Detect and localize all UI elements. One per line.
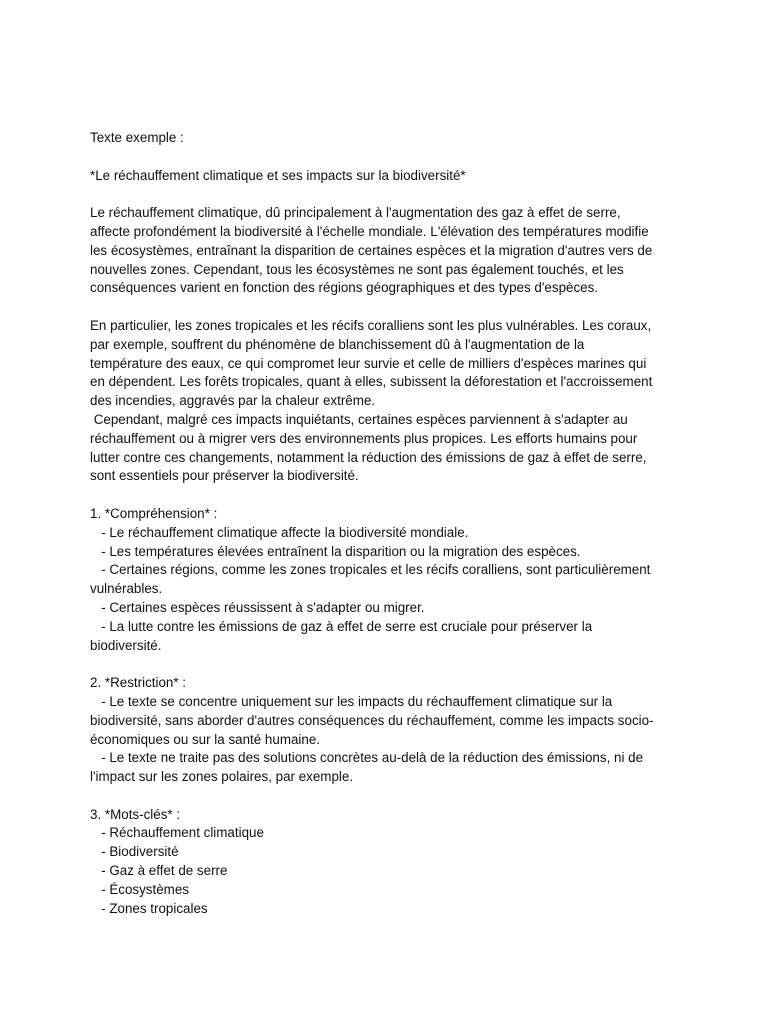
- paragraph-line: Cependant, malgré ces impacts inquiétants, certaines espèces parviennent à s'adapter au: [90, 411, 628, 427]
- keyword-item: - Gaz à effet de serre: [90, 863, 228, 879]
- paragraph-1: [90, 204, 680, 298]
- paragraph-line: conséquences varient en fonction des régions géographiques et des types d'espèces.: [90, 280, 599, 296]
- document-heading: Texte exemple :: [90, 130, 184, 145]
- paragraph-line: Le réchauffement climatique, dû principalement à l'augmentation des gaz à effet de serre,: [90, 205, 621, 221]
- paragraph-line: nouvelles zones. Cependant, tous les écosystèmes ne sont pas également touchés, et les: [90, 261, 624, 277]
- section-heading: 3. *Mots-clés* :: [90, 806, 181, 822]
- paragraph-line: par exemple, souffrent du phénomène de blanchissement dû à l'augmentation de la: [90, 336, 585, 352]
- section-keywords: [90, 806, 680, 919]
- paragraph-line: en dépendent. Les forêts tropicales, quant à elles, subissent la déforestation et l'accroissement: [90, 374, 653, 390]
- paragraph-line: sont essentiels pour préserver la biodiversité.: [90, 468, 359, 484]
- spacer: [90, 655, 680, 674]
- paragraph-line: affecte profondément la biodiversité à l'échelle mondiale. L'élévation des températures modifie: [90, 223, 649, 239]
- list-item: - Le réchauffement climatique affecte la biodiversité mondiale.: [90, 524, 469, 540]
- list-item: - Le texte ne traite pas des solutions concrètes au-delà de la réduction des émissions, ni de: [90, 750, 644, 766]
- keyword-item: - Écosystèmes: [90, 881, 189, 897]
- document-title: *Le réchauffement climatique et ses impacts sur la biodiversité*: [90, 167, 466, 183]
- list-item: - Le texte se concentre uniquement sur les impacts du réchauffement climatique sur la: [90, 693, 613, 709]
- list-item-continuation: biodiversité, sans aborder d'autres conséquences du réchauffement, comme les impacts socio-: [90, 712, 654, 728]
- spacer: [90, 486, 680, 505]
- paragraph-line: En particulier, les zones tropicales et les récifs coralliens sont les plus vulnérables. Les coraux,: [90, 317, 652, 333]
- section-heading: 1. *Compréhension* :: [90, 505, 218, 521]
- paragraph-line: lutter contre ces changements, notamment la réduction des émissions de gaz à effet de serre,: [90, 449, 647, 465]
- list-item-continuation: biodiversité.: [90, 637, 162, 653]
- keyword-item: - Réchauffement climatique: [90, 825, 264, 841]
- spacer: [90, 148, 680, 167]
- paragraph-line: des incendies, aggravés par la chaleur extrême.: [90, 393, 376, 409]
- paragraph-line: les écosystèmes, entraînant la disparition de certaines espèces et la migration d'autres vers de: [90, 242, 653, 258]
- section-restriction: [90, 674, 680, 787]
- spacer: [90, 185, 680, 204]
- section-comprehension: [90, 505, 680, 655]
- keyword-item: - Zones tropicales: [90, 900, 208, 916]
- section-heading: 2. *Restriction* :: [90, 675, 187, 691]
- paragraph-2: [90, 317, 680, 486]
- spacer: [90, 298, 680, 317]
- keyword-item: - Biodiversité: [90, 844, 179, 860]
- list-item: - Certaines espèces réussissent à s'adapter ou migrer.: [90, 599, 425, 615]
- list-item-continuation: vulnérables.: [90, 581, 163, 597]
- list-item-continuation: économiques ou sur la santé humaine.: [90, 731, 321, 747]
- list-item: - Certaines régions, comme les zones tropicales et les récifs coralliens, sont particulièrement: [90, 562, 651, 578]
- list-item-continuation: l'impact sur les zones polaires, par exemple.: [90, 769, 354, 785]
- document-body: [90, 129, 680, 918]
- paragraph-line: réchauffement ou à migrer vers des environnements plus propices. Les efforts humains pour: [90, 430, 638, 446]
- list-item: - La lutte contre les émissions de gaz à effet de serre est cruciale pour préserver la: [90, 618, 593, 634]
- list-item: - Les températures élevées entraînent la disparition ou la migration des espèces.: [90, 543, 581, 559]
- spacer: [90, 787, 680, 806]
- paragraph-line: température des eaux, ce qui compromet leur survie et celle de milliers d'espèces marines qui: [90, 355, 647, 371]
